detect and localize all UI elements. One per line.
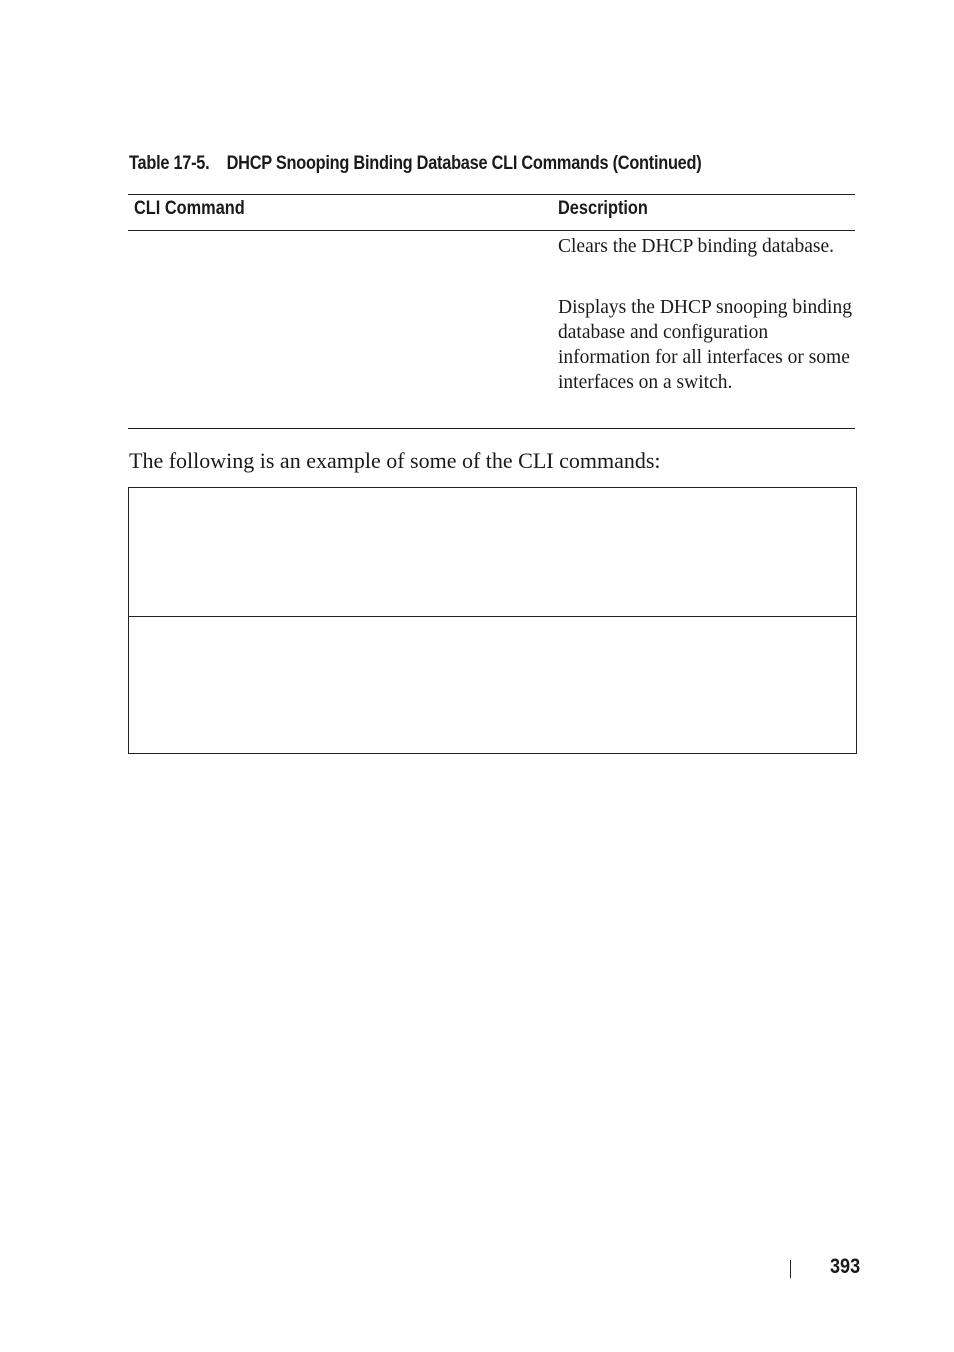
footer-separator [790,1260,791,1278]
page-number: 393 [830,1255,861,1278]
table-row-2-description: Displays the DHCP snooping binding database and configuration information for all interfaces or some interfaces on a switch. [558,297,852,393]
table-top-rule [128,194,855,195]
table-caption-label: Table 17-5. [129,153,210,174]
table-caption-title: DHCP Snooping Binding Database CLI Commands (Continued) [226,153,702,174]
table-header-rule [128,230,855,231]
table-bottom-rule [128,428,855,429]
table-row-1-description: Clears the DHCP binding database. [558,236,835,257]
table-caption [129,153,701,175]
cli-example-divider [129,616,856,617]
cli-example-box [128,487,857,754]
column-header-cli-command: CLI Command [134,198,245,219]
column-header-description: Description [558,198,648,219]
example-intro-paragraph: The following is an example of some of the CLI commands: [129,448,661,473]
